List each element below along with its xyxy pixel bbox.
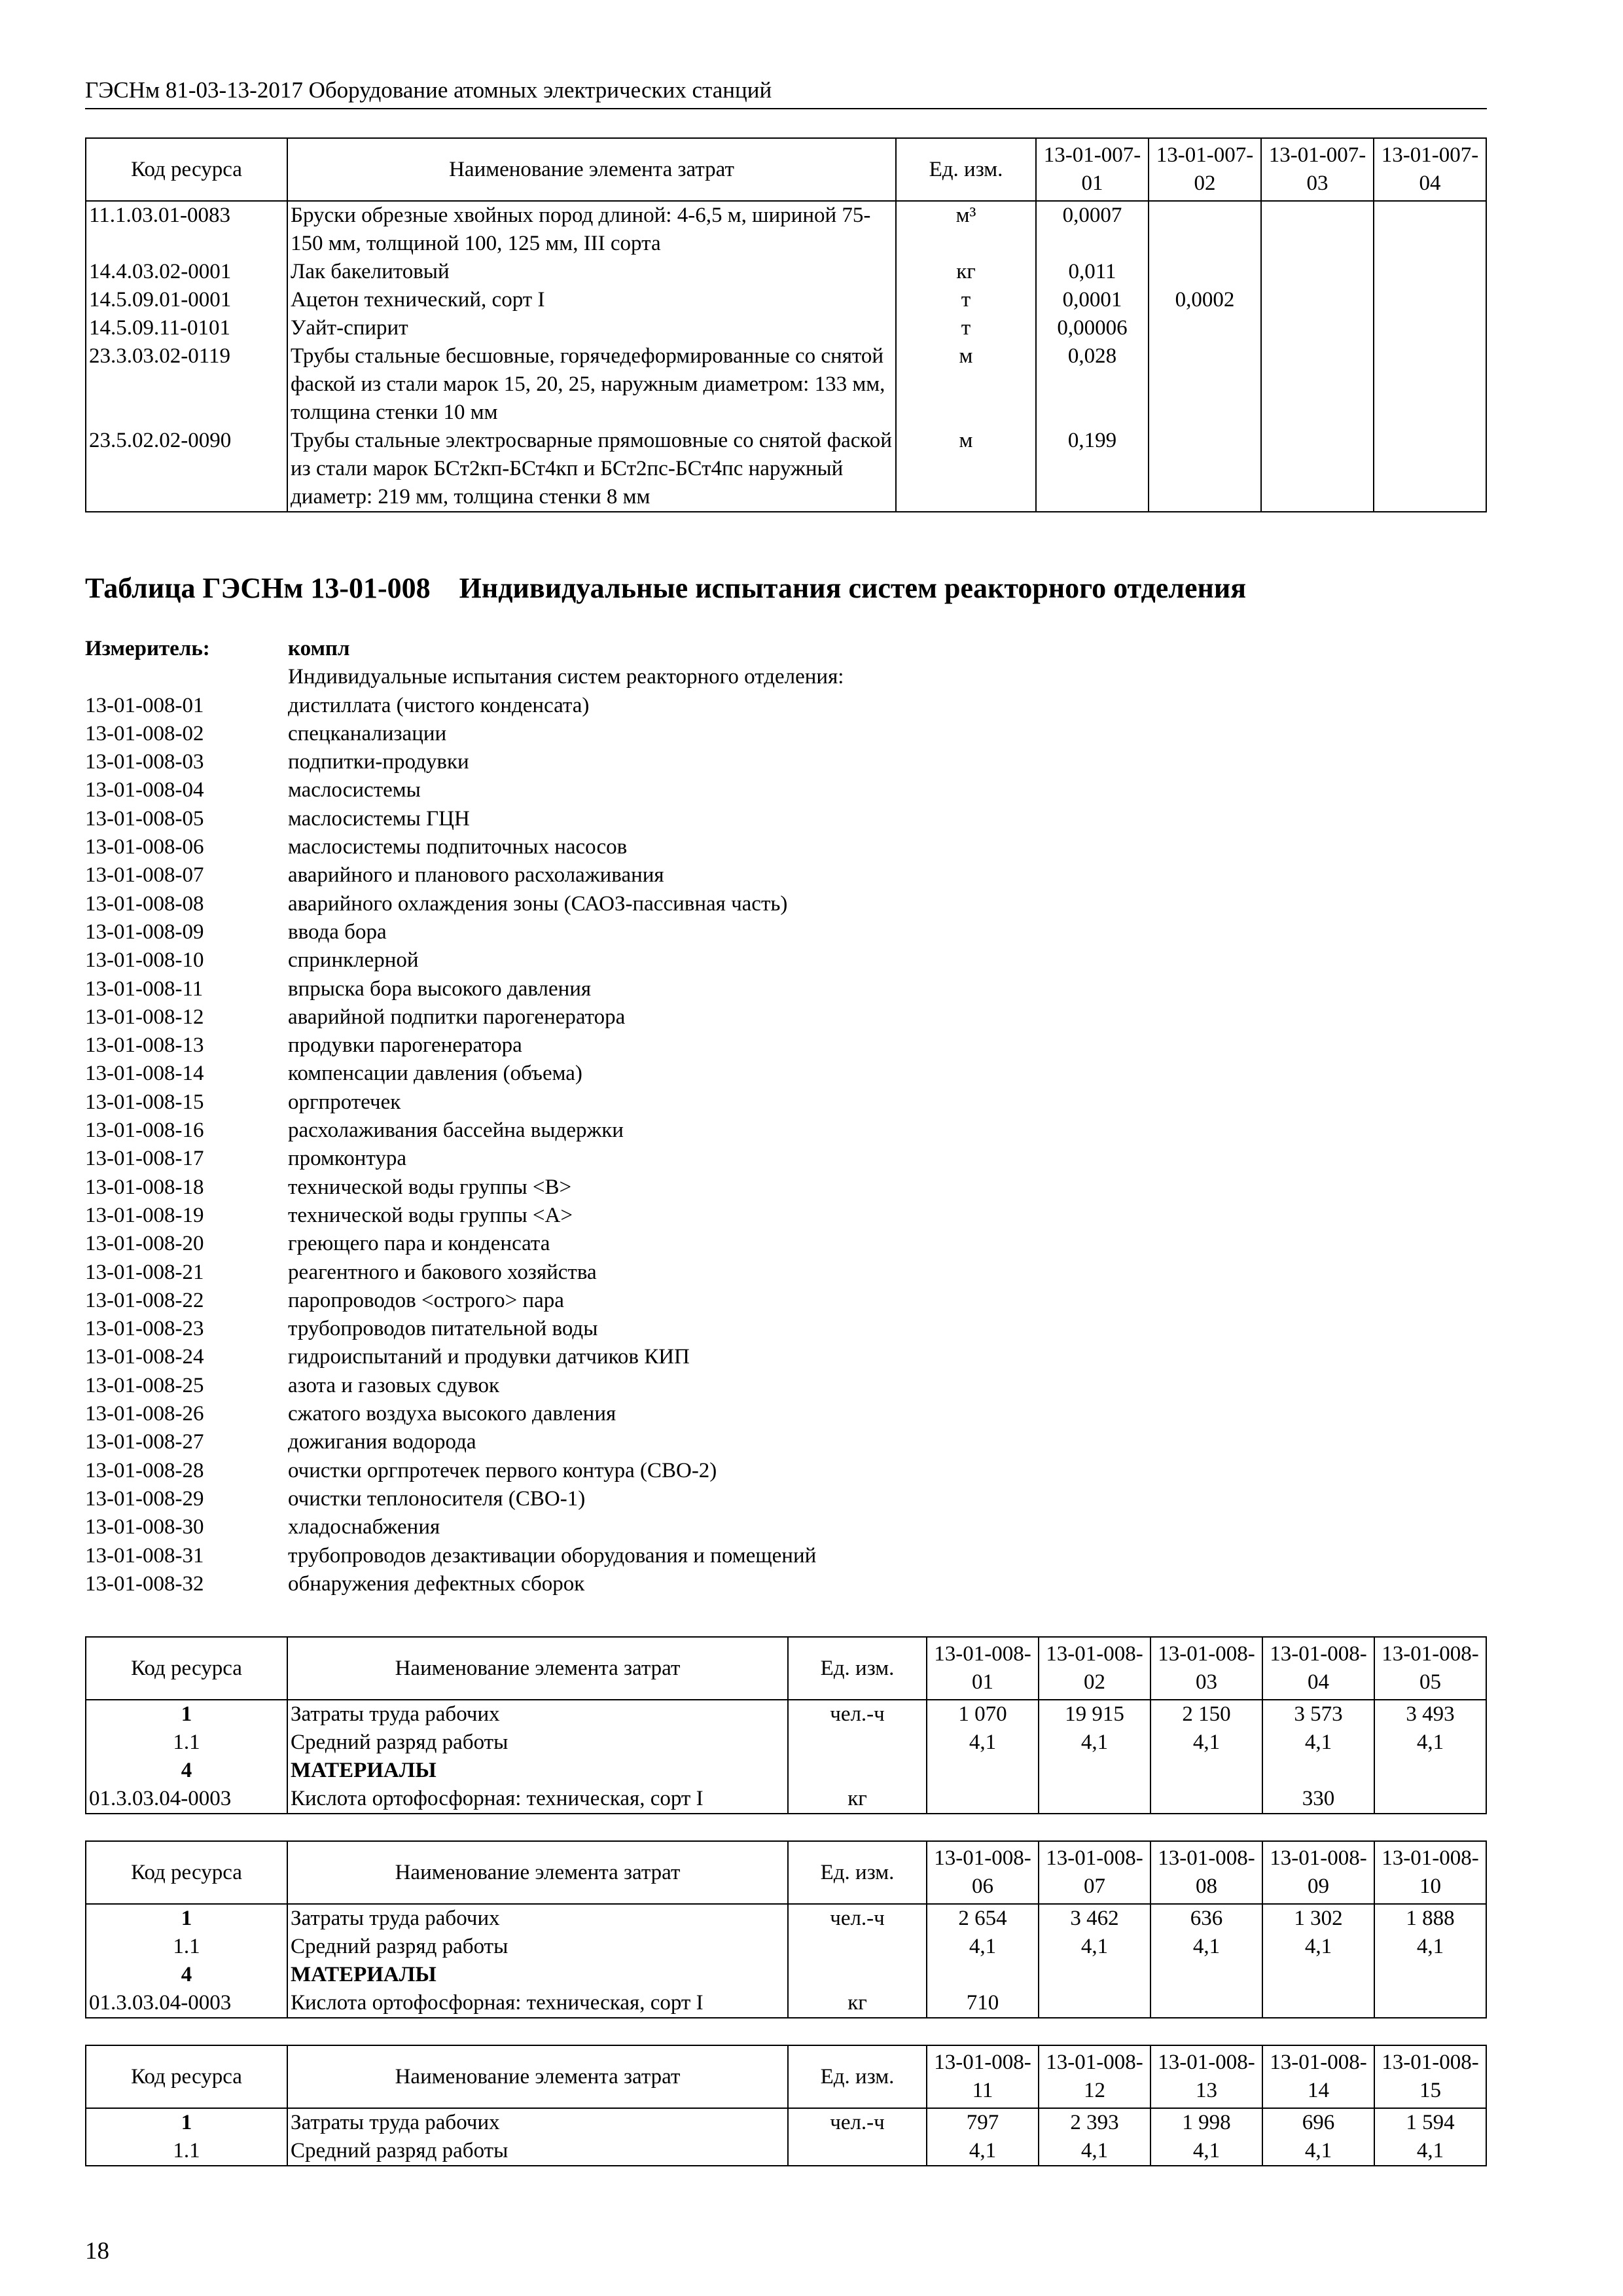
rate-value [1150, 1989, 1262, 2018]
list-item [85, 1400, 844, 1428]
list-item [85, 918, 844, 946]
item-code: 13-01-008-30 [85, 1515, 204, 1539]
measure-label: Измеритель: [85, 637, 210, 660]
resource-code: 14.5.09.11-0101 [86, 314, 287, 342]
item-code: 13-01-008-02 [85, 721, 204, 745]
col-header-rate: 13-01-008-08 [1150, 1841, 1262, 1904]
item-code: 13-01-008-05 [85, 806, 204, 831]
item-name: технической воды группы <А> [288, 1203, 573, 1227]
rate-value [1374, 1757, 1486, 1785]
rate-value: 1 594 [1374, 2108, 1486, 2137]
table-row [86, 1785, 1486, 1814]
item-name: спецканализации [288, 721, 447, 745]
rate-value: 797 [927, 2108, 1039, 2137]
col-header-rate: 13-01-008-15 [1374, 2045, 1486, 2108]
col-header-rate: 13-01-007-04 [1374, 138, 1486, 201]
table-row [86, 286, 1486, 314]
list-item [85, 861, 844, 889]
resource-name: Кислота ортофосфорная: техническая, сорт I [287, 1989, 788, 2018]
table-row [86, 258, 1486, 286]
col-header-name: Наименование элемента затрат [287, 1637, 788, 1700]
rate-value [927, 1961, 1039, 1989]
resource-unit: м³ [896, 201, 1036, 258]
list-item [85, 833, 844, 861]
list-item [85, 890, 844, 918]
col-header-rate: 13-01-008-06 [927, 1841, 1039, 1904]
rate-value [1150, 1757, 1262, 1785]
item-name: очистки теплоносителя (СВО-1) [288, 1486, 586, 1511]
item-code: 13-01-008-15 [85, 1090, 204, 1114]
resource-name: Средний разряд работы [287, 2137, 788, 2166]
rate-value: 0,00006 [1036, 314, 1149, 342]
item-name: маслосистемы ГЦН [288, 806, 470, 831]
col-header-rate: 13-01-008-05 [1374, 1637, 1486, 1700]
item-code: 13-01-008-32 [85, 1571, 204, 1596]
list-item [85, 975, 844, 1003]
item-name: аварийной подпитки парогенератора [288, 1005, 626, 1029]
table-row [86, 342, 1486, 427]
item-name: дистиллата (чистого конденсата) [288, 693, 590, 717]
resource-name: Ацетон технический, сорт I [287, 286, 896, 314]
resource-name: Трубы стальные бесшовные, горячедеформированные со снятой фаской из стали марок 15, 20, 25, наружным диаметром: 133 мм, толщина стенки 10 мм [287, 342, 896, 427]
resource-code: 1.1 [86, 1729, 287, 1757]
rate-value [1374, 201, 1486, 258]
resource-unit: кг [788, 1989, 927, 2018]
rate-value: 3 573 [1262, 1700, 1374, 1729]
table-row [86, 314, 1486, 342]
resource-unit: м [896, 342, 1036, 427]
resource-name: Трубы стальные электросварные прямошовные со снятой фаской из стали марок БСт2кп-БСт4кп и БСт2пс-БСт4пс наружный диаметр: 219 мм, толщина стенки 8 мм [287, 427, 896, 512]
resource-code: 1 [86, 1904, 287, 1933]
resource-name: Затраты труда рабочих [287, 2108, 788, 2137]
resource-code: 4 [86, 1757, 287, 1785]
col-header-unit: Ед. изм. [896, 138, 1036, 201]
rate-value: 4,1 [1374, 1729, 1486, 1757]
table-row [86, 1700, 1486, 1729]
rate-value [1039, 1757, 1150, 1785]
item-code: 13-01-008-12 [85, 1005, 204, 1029]
rate-value: 1 302 [1262, 1904, 1374, 1933]
rate-value: 1 070 [927, 1700, 1039, 1729]
col-header-rate: 13-01-008-12 [1039, 2045, 1150, 2108]
col-header-name: Наименование элемента затрат [287, 138, 896, 201]
item-code: 13-01-008-24 [85, 1345, 204, 1369]
list-item [85, 1570, 844, 1598]
resource-name: Затраты труда рабочих [287, 1904, 788, 1933]
resource-unit: чел.-ч [788, 1904, 927, 1933]
rate-value: 4,1 [1150, 1933, 1262, 1961]
col-header-code: Код ресурса [86, 1841, 287, 1904]
item-code: 13-01-008-27 [85, 1430, 204, 1454]
rate-value: 4,1 [1039, 1729, 1150, 1757]
item-code: 13-01-008-10 [85, 948, 204, 973]
list-item [85, 1259, 844, 1287]
item-code: 13-01-008-21 [85, 1260, 204, 1284]
resource-name: Бруски обрезные хвойных пород длиной: 4-6,5 м, шириной 75-150 мм, толщиной 100, 125 мм, III сорта [287, 201, 896, 258]
item-code: 13-01-008-18 [85, 1175, 204, 1199]
list-item [85, 1485, 844, 1513]
item-name: компенсации давления (объема) [288, 1062, 582, 1086]
col-header-rate: 13-01-008-13 [1150, 2045, 1262, 2108]
resource-unit: чел.-ч [788, 2108, 927, 2137]
item-name: оргпротечек [288, 1090, 401, 1114]
resource-code: 14.4.03.02-0001 [86, 258, 287, 286]
rate-value: 0,199 [1036, 427, 1149, 512]
rate-value: 4,1 [927, 1729, 1039, 1757]
item-name: расхолаживания бассейна выдержки [288, 1119, 624, 1143]
resource-name: Затраты труда рабочих [287, 1700, 788, 1729]
resource-unit [788, 1933, 927, 1961]
col-header-name: Наименование элемента затрат [287, 2045, 788, 2108]
item-code: 13-01-008-04 [85, 778, 204, 802]
list-item [85, 1428, 844, 1456]
rate-value: 2 150 [1150, 1700, 1262, 1729]
resource-name: Уайт-спирит [287, 314, 896, 342]
list-item [85, 1343, 844, 1371]
col-header-rate: 13-01-008-09 [1262, 1841, 1374, 1904]
item-name: греющего пара и конденсата [288, 1232, 550, 1256]
item-name: реагентного и бакового хозяйства [288, 1260, 597, 1284]
table-row [86, 1904, 1486, 1933]
rate-value [1374, 342, 1486, 427]
rate-value: 4,1 [1262, 1729, 1374, 1757]
rate-value: 696 [1262, 2108, 1374, 2137]
resource-code: 23.3.03.02-0119 [86, 342, 287, 427]
rate-value [1149, 201, 1261, 258]
rate-value: 330 [1262, 1785, 1374, 1814]
rate-value: 0,0001 [1036, 286, 1149, 314]
resource-unit [788, 1757, 927, 1785]
rate-value [1149, 314, 1261, 342]
table-row [86, 1989, 1486, 2018]
table-row [86, 2137, 1486, 2166]
list-item [85, 1060, 844, 1088]
resource-code: 1.1 [86, 2137, 287, 2166]
rate-value [1039, 1961, 1150, 1989]
rate-value [1261, 258, 1374, 286]
rate-value: 0,0002 [1149, 286, 1261, 314]
rate-value [1261, 314, 1374, 342]
item-name: маслосистемы подпиточных насосов [288, 835, 628, 859]
item-name: трубопроводов питательной воды [288, 1317, 598, 1341]
rate-value: 4,1 [927, 1933, 1039, 1961]
col-header-name: Наименование элемента затрат [287, 1841, 788, 1904]
rate-value: 4,1 [1150, 1729, 1262, 1757]
rate-value: 4,1 [1039, 1933, 1150, 1961]
resource-code: 01.3.03.04-0003 [86, 1785, 287, 1814]
item-code: 13-01-008-06 [85, 835, 204, 859]
col-header-rate: 13-01-008-03 [1150, 1637, 1262, 1700]
resource-name: МАТЕРИАЛЫ [287, 1757, 788, 1785]
item-name: аварийного охлаждения зоны (САОЗ-пассивная часть) [288, 891, 788, 916]
measure-intro: Индивидуальные испытания систем реакторного отделения: [288, 665, 844, 689]
list-item [85, 805, 844, 833]
item-code: 13-01-008-31 [85, 1543, 204, 1568]
item-code: 13-01-008-09 [85, 920, 204, 944]
resource-unit: кг [896, 258, 1036, 286]
col-header-rate: 13-01-008-14 [1262, 2045, 1374, 2108]
list-item [85, 692, 844, 720]
list-item [85, 1031, 844, 1060]
list-item [85, 1287, 844, 1315]
item-code: 13-01-008-20 [85, 1232, 204, 1256]
item-code: 13-01-008-16 [85, 1119, 204, 1143]
item-code: 13-01-008-26 [85, 1402, 204, 1426]
rate-value: 4,1 [1374, 2137, 1486, 2166]
item-code: 13-01-008-23 [85, 1317, 204, 1341]
resource-code: 14.5.09.01-0001 [86, 286, 287, 314]
rate-value [1262, 1989, 1374, 2018]
resource-unit: т [896, 286, 1036, 314]
resource-unit: т [896, 314, 1036, 342]
item-code: 13-01-008-17 [85, 1147, 204, 1171]
resource-name: Средний разряд работы [287, 1729, 788, 1757]
item-code: 13-01-008-25 [85, 1373, 204, 1397]
col-header-rate: 13-01-007-01 [1036, 138, 1149, 201]
rate-value: 4,1 [1150, 2137, 1262, 2166]
rate-value [1261, 201, 1374, 258]
col-header-unit: Ед. изм. [788, 2045, 927, 2108]
col-header-rate: 13-01-008-02 [1039, 1637, 1150, 1700]
rate-value: 2 393 [1039, 2108, 1150, 2137]
rate-value [1374, 286, 1486, 314]
rate-value: 3 462 [1039, 1904, 1150, 1933]
col-header-rate: 13-01-008-07 [1039, 1841, 1150, 1904]
rate-value [1374, 258, 1486, 286]
rate-value: 710 [927, 1989, 1039, 2018]
item-name: аварийного и планового расхолаживания [288, 863, 664, 888]
item-name: обнаружения дефектных сборок [288, 1571, 585, 1596]
item-name: ввода бора [288, 920, 387, 944]
resource-name: МАТЕРИАЛЫ [287, 1961, 788, 1989]
rate-value [1262, 1961, 1374, 1989]
rate-value [1150, 1785, 1262, 1814]
rate-value: 19 915 [1039, 1700, 1150, 1729]
item-name: технической воды группы <B> [288, 1175, 572, 1199]
rate-value [1261, 342, 1374, 427]
table-13-01-007 [85, 137, 1487, 512]
list-item [85, 1117, 844, 1145]
table-row [86, 1933, 1486, 1961]
item-name: паропроводов <острого> пара [288, 1288, 564, 1312]
item-name: впрыска бора высокого давления [288, 977, 592, 1001]
resource-unit: чел.-ч [788, 1700, 927, 1729]
list-item [85, 1202, 844, 1230]
item-code: 13-01-008-01 [85, 693, 204, 717]
table-row [86, 1961, 1486, 1989]
resource-unit [788, 1729, 927, 1757]
rate-value [1374, 1989, 1486, 2018]
rate-value [1039, 1785, 1150, 1814]
resource-name: Лак бакелитовый [287, 258, 896, 286]
rate-value: 636 [1150, 1904, 1262, 1933]
list-item [85, 776, 844, 804]
resource-code: 23.5.02.02-0090 [86, 427, 287, 512]
item-name: азота и газовых сдувок [288, 1373, 500, 1397]
item-name: хладоснабжения [288, 1515, 440, 1539]
page-number: 18 [85, 2238, 109, 2265]
item-code: 13-01-008-28 [85, 1458, 204, 1482]
table-title: Таблица ГЭСНм 13-01-008 Индивидуальные испытания систем реакторного отделения [85, 572, 1247, 604]
item-name: промконтура [288, 1147, 407, 1171]
running-header: ГЭСНм 81-03-13-2017 Оборудование атомных электрических станций [85, 77, 772, 103]
rate-value [1149, 342, 1261, 427]
item-code: 13-01-008-03 [85, 750, 204, 774]
col-header-unit: Ед. изм. [788, 1841, 927, 1904]
rate-value [1261, 427, 1374, 512]
rate-value [1039, 1989, 1150, 2018]
resource-unit [788, 2137, 927, 2166]
list-item [85, 1315, 844, 1343]
item-name: подпитки-продувки [288, 750, 469, 774]
table-13-01-008-06-10 [85, 1840, 1487, 2018]
resource-code: 11.1.03.01-0083 [86, 201, 287, 258]
col-header-code: Код ресурса [86, 2045, 287, 2108]
item-code: 13-01-008-22 [85, 1288, 204, 1312]
rate-value: 0,011 [1036, 258, 1149, 286]
rate-value [1374, 314, 1486, 342]
list-item [85, 1003, 844, 1031]
resource-name: Средний разряд работы [287, 1933, 788, 1961]
item-code: 13-01-008-11 [85, 977, 204, 1001]
rate-value [1149, 258, 1261, 286]
resource-code: 1 [86, 1700, 287, 1729]
rate-value [1149, 427, 1261, 512]
header-rule [85, 108, 1487, 109]
rate-value: 3 493 [1374, 1700, 1486, 1729]
resource-code: 1.1 [86, 1933, 287, 1961]
item-name: маслосистемы [288, 778, 421, 802]
rate-value: 1 888 [1374, 1904, 1486, 1933]
rate-value [1374, 1785, 1486, 1814]
table-row [86, 427, 1486, 512]
rate-value: 4,1 [1262, 1933, 1374, 1961]
item-code: 13-01-008-08 [85, 891, 204, 916]
item-code: 13-01-008-13 [85, 1033, 204, 1058]
item-name: трубопроводов дезактивации оборудования и помещений [288, 1543, 817, 1568]
rate-value: 4,1 [1039, 2137, 1150, 2166]
resource-name: Кислота ортофосфорная: техническая, сорт I [287, 1785, 788, 1814]
list-item [85, 1372, 844, 1400]
table-row [86, 1729, 1486, 1757]
rate-value [927, 1785, 1039, 1814]
list-item [85, 1174, 844, 1202]
table-13-01-008-11-15 [85, 2045, 1487, 2166]
item-name: дожигания водорода [288, 1430, 476, 1454]
rate-value [1374, 427, 1486, 512]
list-item [85, 720, 844, 748]
resource-unit: кг [788, 1785, 927, 1814]
col-header-rate: 13-01-008-10 [1374, 1841, 1486, 1904]
measure-list [85, 635, 844, 1598]
col-header-rate: 13-01-008-04 [1262, 1637, 1374, 1700]
list-item [85, 1457, 844, 1485]
measure-unit: компл [288, 637, 350, 660]
item-name: продувки парогенератора [288, 1033, 522, 1058]
rate-value [1374, 1961, 1486, 1989]
list-item [85, 1513, 844, 1541]
item-name: сжатого воздуха высокого давления [288, 1402, 616, 1426]
col-header-code: Код ресурса [86, 1637, 287, 1700]
col-header-rate: 13-01-008-01 [927, 1637, 1039, 1700]
table-row [86, 2108, 1486, 2137]
rate-value [1150, 1961, 1262, 1989]
rate-value: 4,1 [1262, 2137, 1374, 2166]
rate-value: 1 998 [1150, 2108, 1262, 2137]
col-header-rate: 13-01-008-11 [927, 2045, 1039, 2108]
resource-code: 01.3.03.04-0003 [86, 1989, 287, 2018]
list-item [85, 1145, 844, 1173]
rate-value: 4,1 [927, 2137, 1039, 2166]
item-code: 13-01-008-07 [85, 863, 204, 888]
rate-value [927, 1757, 1039, 1785]
rate-value: 0,0007 [1036, 201, 1149, 258]
rate-value [1261, 286, 1374, 314]
resource-unit: м [896, 427, 1036, 512]
item-name: спринклерной [288, 948, 419, 973]
rate-value: 2 654 [927, 1904, 1039, 1933]
col-header-unit: Ед. изм. [788, 1637, 927, 1700]
list-item [85, 946, 844, 975]
resource-unit [788, 1961, 927, 1989]
list-item [85, 1230, 844, 1258]
list-item [85, 1542, 844, 1570]
list-item [85, 1088, 844, 1117]
list-item [85, 748, 844, 776]
rate-value: 4,1 [1374, 1933, 1486, 1961]
col-header-code: Код ресурса [86, 138, 287, 201]
rate-value: 0,028 [1036, 342, 1149, 427]
table-13-01-008-01-05 [85, 1636, 1487, 1814]
item-name: очистки оргпротечек первого контура (СВО-2) [288, 1458, 717, 1482]
rate-value [1262, 1757, 1374, 1785]
resource-code: 4 [86, 1961, 287, 1989]
col-header-rate: 13-01-007-03 [1261, 138, 1374, 201]
table-row [86, 201, 1486, 258]
item-code: 13-01-008-14 [85, 1062, 204, 1086]
item-code: 13-01-008-19 [85, 1203, 204, 1227]
resource-code: 1 [86, 2108, 287, 2137]
item-code: 13-01-008-29 [85, 1486, 204, 1511]
col-header-rate: 13-01-007-02 [1149, 138, 1261, 201]
item-name: гидроиспытаний и продувки датчиков КИП [288, 1345, 690, 1369]
table-row [86, 1757, 1486, 1785]
